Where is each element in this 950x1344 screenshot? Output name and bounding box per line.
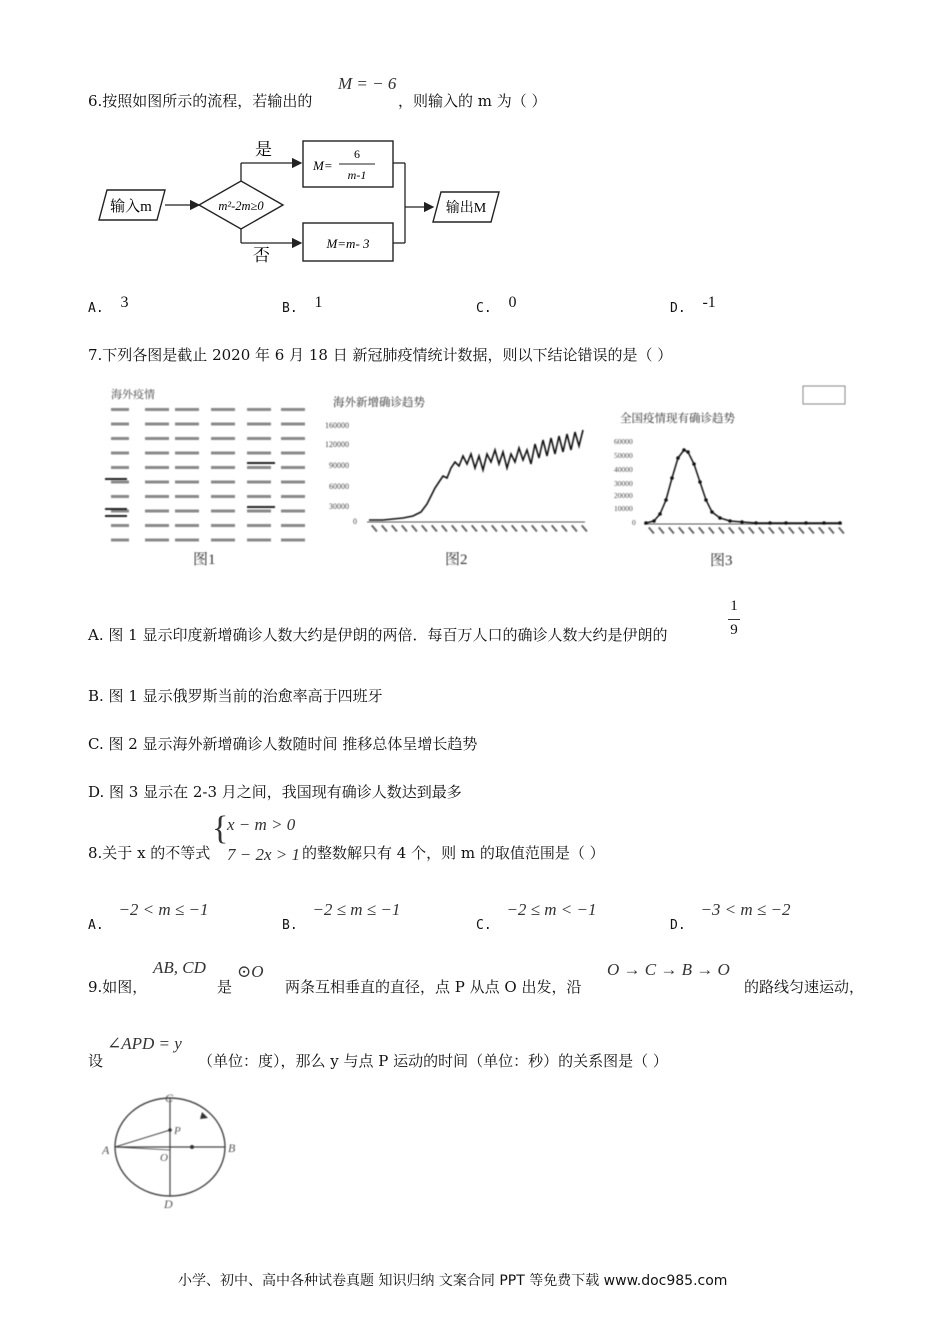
- fig3-point: [710, 510, 714, 514]
- fig1-cell: [175, 423, 199, 426]
- option-letter: D.: [670, 918, 686, 933]
- fig2-x-tick-mark: [421, 525, 428, 532]
- fig2-x-tick-mark: [561, 525, 568, 532]
- fraction-numerator: 1: [730, 598, 738, 614]
- fig3-point: [658, 512, 662, 516]
- fig3-x-tick-mark: [708, 527, 715, 534]
- fraction-denominator: 9: [728, 619, 740, 639]
- fig3-x-tick-mark: [688, 527, 695, 534]
- fig2-x-tick-mark: [541, 525, 548, 532]
- fig3-x-tick-mark: [768, 527, 775, 534]
- fig3-x-tick-mark: [748, 527, 755, 534]
- q8-option-a[interactable]: [88, 900, 209, 933]
- q8-inequality-1: x − m > 0: [227, 815, 296, 834]
- q9-line2-text-2: （单位：度），那么 y 与点 P 运动的时间（单位：秒）的关系图是（ ）: [198, 1052, 668, 1070]
- fig1-cell: [247, 481, 271, 484]
- q6-option-b[interactable]: [282, 294, 323, 317]
- fig2-x-tick-mark: [581, 525, 588, 532]
- q8-prefix: 8.关于 x 的不等式: [88, 844, 211, 862]
- fig2-x-tick-mark: [531, 525, 538, 532]
- fig2-x-tick-mark: [501, 525, 508, 532]
- fig3-point: [670, 476, 674, 480]
- fig2-x-tick-mark: [441, 525, 448, 532]
- fig1-cell: [247, 495, 271, 498]
- fig3-point: [704, 498, 708, 502]
- fig1-cell: [175, 524, 199, 527]
- fig1-cell: [111, 524, 129, 527]
- option-value: −3 < m ≤ −2: [700, 900, 791, 919]
- fig3-x-tick-mark: [818, 527, 825, 534]
- flow-output-label: 输出M: [445, 201, 487, 216]
- fig3-x-tick-mark: [838, 527, 845, 534]
- q7-figure-1: [103, 382, 323, 572]
- fig2-y-tick: 30000: [329, 502, 349, 511]
- option-text: A. 图 1 显示印度新增确诊人数大约是伊朗的两倍．每百万人口的确诊人数大约是伊朗的: [88, 626, 668, 644]
- q7-option-a[interactable]: [88, 624, 667, 645]
- fig1-cell: [145, 437, 169, 440]
- fig1-cell: [145, 466, 169, 469]
- fig1-cell: [211, 408, 235, 411]
- option-value: −2 ≤ m ≤ −1: [312, 900, 401, 919]
- option-letter: A.: [88, 301, 104, 316]
- fig3-point: [664, 498, 668, 502]
- q9-text-1: 9.如图，: [88, 978, 148, 996]
- q8-option-d[interactable]: [670, 900, 791, 933]
- fig3-x-tick-mark: [728, 527, 735, 534]
- fig3-point: [686, 450, 690, 454]
- fig3-point: [804, 521, 808, 525]
- fig3-x-tick-mark: [758, 527, 765, 534]
- fig1-cell: [211, 495, 235, 498]
- q7-option-d[interactable]: D. 图 3 显示在 2-3 月之间，我国现有确诊人数达到最多: [88, 783, 462, 801]
- option-letter: B.: [282, 918, 298, 933]
- q6-option-c[interactable]: [476, 294, 517, 317]
- fig3-y-tick: 30000: [614, 479, 633, 488]
- fig1-cell: [175, 466, 199, 469]
- fig3-point: [754, 521, 758, 525]
- fig2-x-tick-mark: [471, 525, 478, 532]
- fig3-y-tick: 0: [632, 518, 636, 527]
- fig2-caption: 图2: [445, 552, 468, 568]
- fig1-cell: [111, 423, 129, 426]
- fig1-cell: [281, 510, 305, 513]
- fig2-x-tick-mark: [451, 525, 458, 532]
- fig-label-o: O: [160, 1152, 168, 1164]
- fig1-cell: [175, 539, 199, 542]
- fig2-x-tick-mark: [381, 525, 388, 532]
- fig2-y-ticks: [325, 421, 357, 526]
- q8-brace: {: [212, 810, 229, 847]
- fig2-x-tick-mark: [411, 525, 418, 532]
- option-letter: C.: [476, 301, 492, 316]
- fig1-table: [105, 408, 305, 542]
- q9-figure-circle: [98, 1090, 248, 1210]
- fig1-title: 海外疫情: [111, 389, 155, 401]
- fig2-x-tick-mark: [391, 525, 398, 532]
- fig1-cell: [211, 452, 235, 455]
- option-value: 3: [120, 294, 129, 311]
- fig3-series-line: [646, 450, 840, 523]
- fig1-cell: [247, 452, 271, 455]
- fig1-cell: [211, 539, 235, 542]
- q9-text-3: 两条互相垂直的直径，点 P 从点 O 出发，沿: [285, 978, 582, 996]
- fig3-point: [698, 480, 702, 484]
- fig1-cell: [145, 510, 169, 513]
- fig1-cell: [145, 524, 169, 527]
- q9-math-angle: ∠APD = y: [107, 1034, 182, 1053]
- fig3-x-tick-mark: [718, 527, 725, 534]
- fig2-x-tick-mark: [461, 525, 468, 532]
- fig1-cell: [175, 408, 199, 411]
- page-footer: 小学、初中、高中各种试卷真题 知识归纳 文案合同 PPT 等免费下载 www.doc985.com: [178, 1273, 728, 1289]
- fig1-cell: [175, 495, 199, 498]
- fig3-point: [676, 456, 680, 460]
- option-value: 0: [508, 294, 517, 311]
- fig2-x-tick-mark: [401, 525, 408, 532]
- q6-option-a[interactable]: [88, 294, 129, 317]
- flow-decision-label: m²-2m≥0: [218, 199, 264, 213]
- fig3-x-tick-mark: [678, 527, 685, 534]
- fig1-cell: [281, 524, 305, 527]
- fig-label-c: C: [165, 1091, 174, 1105]
- fig3-caption: 图3: [710, 553, 733, 569]
- fig1-cell: [145, 495, 169, 498]
- fig3-point: [652, 519, 656, 523]
- fig3-y-tick: 50000: [614, 451, 633, 460]
- fig3-point: [784, 521, 788, 525]
- fig3-x-tick-mark: [698, 527, 705, 534]
- fig1-cell: [281, 423, 305, 426]
- fig3-point: [740, 520, 744, 524]
- q9-math-path: O → C → B → O: [607, 960, 730, 979]
- fig3-y-tick: 20000: [614, 491, 633, 500]
- fig2-x-tick-mark: [481, 525, 488, 532]
- fig3-point: [718, 516, 722, 520]
- fig-label-a: A: [102, 1143, 110, 1157]
- fig2-y-tick: 120000: [325, 440, 349, 449]
- q7-figure-2: [323, 392, 598, 574]
- fig1-cell: [281, 495, 305, 498]
- fig1-cell: [247, 437, 271, 440]
- fig1-cell: [247, 524, 271, 527]
- flow-yes-lhs: M=: [313, 158, 333, 173]
- fig1-cell: [175, 437, 199, 440]
- fig1-cell: [111, 495, 129, 498]
- fig3-x-tick-mark: [828, 527, 835, 534]
- fig1-cell: [111, 481, 129, 484]
- fig2-x-tick-mark: [571, 525, 578, 532]
- fig1-cell: [175, 481, 199, 484]
- fig1-cell: [211, 510, 235, 513]
- fig1-cell: [211, 466, 235, 469]
- fig3-y-ticks: [614, 437, 636, 527]
- fig1-cell: [175, 452, 199, 455]
- fig1-cell: [281, 452, 305, 455]
- fig1-cell: [145, 481, 169, 484]
- fig2-x-tick-mark: [431, 525, 438, 532]
- q9-math-ab-cd: AB, CD: [153, 958, 206, 977]
- fig3-x-tick-mark: [798, 527, 805, 534]
- fig2-x-tick-mark: [491, 525, 498, 532]
- option-letter: D.: [670, 301, 686, 316]
- fig3-y-tick: 10000: [614, 504, 633, 513]
- fig3-point: [822, 521, 826, 525]
- fig1-marker: [105, 478, 127, 480]
- fig3-point: [728, 519, 732, 523]
- option-value: −2 ≤ m < −1: [506, 900, 597, 919]
- flow-input-label: 输入m: [110, 199, 152, 215]
- fig2-x-ticks: [371, 525, 588, 532]
- flow-yes-den: m-1: [347, 168, 367, 182]
- fig1-cell: [111, 452, 129, 455]
- fig2-y-tick: 90000: [329, 461, 349, 470]
- fig2-title: 海外新增确诊趋势: [333, 397, 425, 409]
- fig2-y-tick: 160000: [325, 421, 349, 430]
- option-value: -1: [702, 294, 716, 311]
- fig1-cell: [281, 437, 305, 440]
- fig3-x-ticks: [648, 527, 845, 534]
- fig2-series-line: [369, 430, 583, 520]
- q7-option-a-fraction: [728, 598, 740, 639]
- fig1-cell: [211, 524, 235, 527]
- q8-suffix: 的整数解只有 4 个，则 m 的取值范围是（ ）: [302, 844, 605, 862]
- fig1-cell: [211, 481, 235, 484]
- q6-prefix: 6.按照如图所示的流程，若输出的: [88, 92, 313, 110]
- fig3-point: [838, 521, 842, 525]
- fig3-x-tick-mark: [658, 527, 665, 534]
- fig-label-p: P: [174, 1125, 181, 1137]
- flow-yes-num: 6: [354, 147, 360, 161]
- flow-no-label: 否: [253, 246, 270, 265]
- fig1-cell: [281, 481, 305, 484]
- fig2-y-tick: 60000: [329, 482, 349, 491]
- fig3-point: [644, 521, 648, 525]
- option-value: 1: [314, 294, 323, 311]
- q9-math-circle-o: ⊙O: [237, 962, 264, 981]
- q8-option-b[interactable]: [282, 900, 401, 933]
- q7-option-c[interactable]: C. 图 2 显示海外新增确诊人数随时间 推移总体呈增长趋势: [88, 735, 478, 753]
- fig2-y-tick: 0: [353, 517, 357, 526]
- fig1-cell: [145, 423, 169, 426]
- fig1-cell: [175, 510, 199, 513]
- fig-label-b: B: [228, 1141, 236, 1155]
- fig2-x-tick-mark: [521, 525, 528, 532]
- fig3-points: [644, 448, 842, 525]
- q7-stem: 7.下列各图是截止 2020 年 6 月 18 日 新冠肺疫情统计数据，则以下结论错误的是（ ）: [88, 346, 673, 364]
- fig1-marker: [105, 515, 127, 517]
- option-letter: C.: [476, 918, 492, 933]
- fig3-point: [768, 521, 772, 525]
- fig3-x-tick-mark: [808, 527, 815, 534]
- q9-text-4: 的路线匀速运动，: [744, 978, 865, 996]
- fig3-y-tick: 60000: [614, 437, 633, 446]
- q7-option-b[interactable]: B. 图 1 显示俄罗斯当前的治愈率高于四班牙: [88, 687, 383, 705]
- flow-no-box: M=m- 3: [326, 236, 370, 251]
- fig1-cell: [247, 466, 271, 469]
- fig1-cell: [111, 437, 129, 440]
- q7-figure-3: [610, 382, 855, 574]
- fig1-underline: [247, 506, 275, 508]
- fig3-x-tick-mark: [668, 527, 675, 534]
- fig2-x-tick-mark: [551, 525, 558, 532]
- fig1-cell: [281, 466, 305, 469]
- fig3-title: 全国疫情现有确诊趋势: [620, 413, 735, 425]
- fig1-cell: [145, 539, 169, 542]
- fig3-x-tick-mark: [738, 527, 745, 534]
- fig1-cell: [211, 423, 235, 426]
- fig1-cell: [247, 423, 271, 426]
- q6-flowchart: [95, 135, 515, 270]
- fig1-caption: 图1: [193, 552, 216, 568]
- fig1-cell: [111, 408, 129, 411]
- fig2-x-tick-mark: [371, 525, 378, 532]
- fig1-cell: [281, 539, 305, 542]
- q9-line2-text-1: 设: [88, 1052, 104, 1070]
- fig3-y-tick: 40000: [614, 465, 633, 474]
- fig3-x-tick-mark: [788, 527, 795, 534]
- fig1-cell: [247, 510, 271, 513]
- fig1-cell: [145, 408, 169, 411]
- fig3-point: [692, 462, 696, 466]
- q6-option-d[interactable]: [670, 294, 716, 317]
- fig1-cell: [281, 408, 305, 411]
- fig3-x-tick-mark: [778, 527, 785, 534]
- option-letter: A.: [88, 918, 104, 933]
- fig1-cell: [211, 437, 235, 440]
- fig1-cell: [247, 408, 271, 411]
- fig1-cell: [247, 539, 271, 542]
- option-letter: B.: [282, 301, 298, 316]
- q9-text-2: 是: [217, 978, 233, 996]
- q8-option-c[interactable]: [476, 900, 597, 933]
- fig3-x-tick-mark: [648, 527, 655, 534]
- option-value: −2 < m ≤ −1: [118, 900, 209, 919]
- q6-condition: M = − 6: [338, 74, 397, 93]
- fig1-marker: [105, 508, 127, 510]
- q6-suffix: ，则输入的 m 为（ ）: [398, 92, 547, 110]
- flow-yes-label: 是: [255, 140, 272, 159]
- fig1-underline: [247, 462, 275, 464]
- q8-inequality-2: 7 − 2x > 1: [227, 845, 300, 864]
- fig3-point: [682, 448, 686, 452]
- fig1-cell: [145, 452, 169, 455]
- fig-label-d: D: [164, 1197, 173, 1210]
- fig2-x-tick-mark: [511, 525, 518, 532]
- q6-stem: [88, 90, 312, 111]
- fig1-cell: [111, 466, 129, 469]
- fig1-cell: [111, 539, 129, 542]
